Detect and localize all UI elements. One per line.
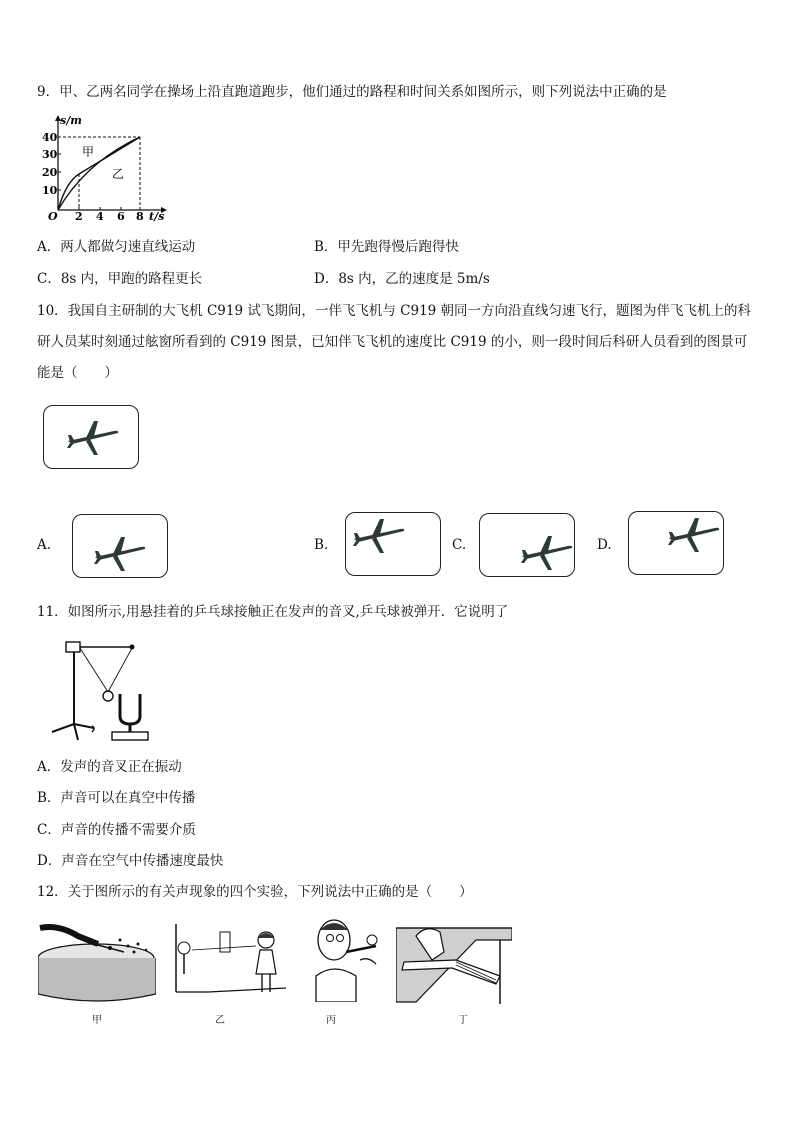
option-a-window (72, 514, 168, 578)
q11-option-a: A．发声的音叉正在振动 (37, 759, 182, 775)
x-tick-label: 4 (96, 210, 104, 223)
q11-stem: 11．如图所示,用悬挂着的乒乓球接触正在发声的音叉,乒乓球被弹开．它说明了 (37, 604, 509, 620)
option-b-window (345, 512, 441, 576)
jia-curve (58, 137, 140, 210)
y-tick-label: 30 (42, 148, 58, 161)
string-phone-illustration (168, 922, 286, 1002)
y-tick-label: 40 (42, 131, 58, 144)
q10-stem-line1: 10．我国自主研制的大飞机 C919 试飞期间，一伴飞飞机与 C919 朝同一方向沿直线匀速飞行，题图为伴飞飞机上的科 (37, 303, 752, 319)
q10-option-d-label: D. (597, 537, 612, 553)
x-axis-label: t/s (149, 210, 165, 223)
string (80, 648, 108, 692)
airplane-icon (665, 514, 721, 554)
q11-option-c: C．声音的传播不需要介质 (37, 822, 196, 838)
yi-label: 乙 (112, 167, 125, 181)
tuning-fork-apparatus (44, 636, 174, 744)
q10-stem-line2: 研人员某时刻通过舷窗所看到的 C919 图景，已知伴飞飞机的速度比 C919 的小，则一段时间后科研人员看到的图景可 (37, 334, 748, 350)
y-tick-label: 20 (42, 166, 58, 179)
origin-label: O (48, 210, 58, 223)
q9-option-d: D．8s 内，乙的速度是 5m/s (314, 271, 490, 287)
q10-option-a-label: A. (37, 537, 52, 553)
fork-base (112, 732, 148, 740)
q12-stem: 12．关于图所示的有关声现象的四个实验，下列说法中正确的是（ ） (37, 884, 473, 900)
yi-curve (58, 137, 140, 210)
option-c-window (479, 513, 575, 577)
q9-stem: 9．甲、乙两名同学在操场上沿直跑道跑步，他们通过的路程和时间关系如图所示，则下列说法中正确的是 (37, 84, 667, 100)
tuning-fork (120, 694, 140, 724)
x-tick-label: 6 (117, 210, 125, 223)
caption-jia: 甲 (92, 1015, 102, 1026)
clamp (66, 642, 80, 652)
x-tick-label: 2 (75, 210, 83, 223)
jia-label: 甲 (82, 145, 95, 159)
man-experiment-illustration (306, 916, 388, 1002)
drum-experiment-illustration (38, 922, 156, 1002)
stand-base (52, 724, 94, 740)
ping-pong-ball (103, 691, 113, 701)
reference-window (43, 405, 139, 469)
q10-stem-line3: 能是（ ） (37, 365, 118, 381)
q9-distance-time-graph (36, 112, 176, 224)
airplane-icon (91, 533, 147, 573)
ruler-table-illustration (396, 922, 512, 1004)
caption-bing: 丙 (326, 1015, 336, 1026)
q9-option-b: B．甲先跑得慢后跑得快 (314, 239, 459, 255)
airplane-icon (518, 532, 574, 572)
q9-option-a: A．两人都做匀速直线运动 (37, 239, 196, 255)
airplane-icon (350, 515, 406, 555)
q11-option-d: D．声音在空气中传播速度最快 (37, 853, 224, 869)
q9-option-c: C．8s 内，甲跑的路程更长 (37, 271, 203, 287)
y-axis-label: s/m (60, 114, 82, 127)
x-tick-label: 8 (136, 210, 144, 223)
caption-yi: 乙 (215, 1015, 225, 1026)
q10-option-b-label: B. (314, 537, 329, 553)
y-tick-label: 10 (42, 184, 58, 197)
q11-option-b: B．声音可以在真空中传播 (37, 790, 196, 806)
q10-option-c-label: C. (452, 537, 467, 553)
caption-ding: 丁 (458, 1015, 468, 1026)
option-d-window (628, 511, 724, 575)
airplane-icon (64, 417, 120, 457)
